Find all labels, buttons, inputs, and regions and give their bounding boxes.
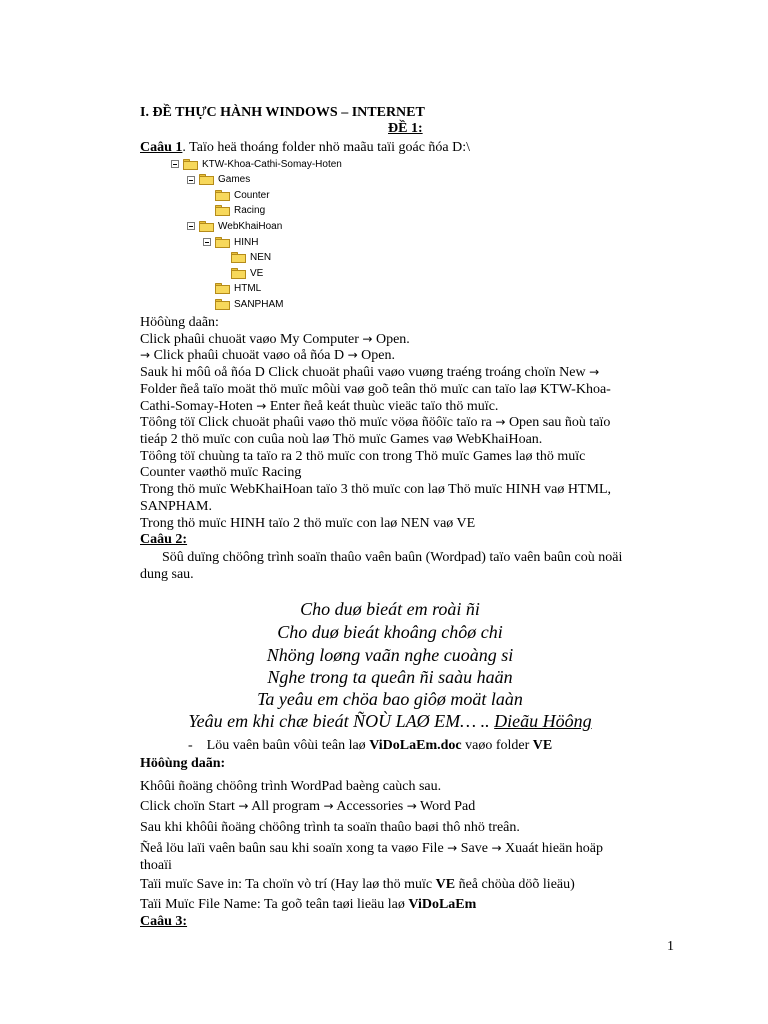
folder-icon xyxy=(199,174,214,185)
guide-text: Save xyxy=(460,841,488,856)
tree-item[interactable] xyxy=(203,235,258,249)
bullet-text: vaøo folder xyxy=(461,738,533,753)
guide-2-label: Höôùng daãn: xyxy=(140,756,226,771)
guide-text: Accessories xyxy=(336,799,404,814)
section-heading: I. ĐỀ THỰC HÀNH WINDOWS – INTERNET xyxy=(140,105,425,120)
exam-label: ĐỀ 1: xyxy=(388,121,423,136)
guide-text: Open sau ñoù taïo xyxy=(508,415,611,430)
poem-line: Ta yeâu em chöa bao giôø moät laàn xyxy=(257,689,523,709)
folder-icon xyxy=(215,237,230,248)
collapse-toggle-icon[interactable] xyxy=(203,238,211,246)
folder-icon xyxy=(215,205,230,216)
guide-1-line: SANPHAM. xyxy=(140,499,212,514)
poem-line: Nghe trong ta queân ñi saàu haän xyxy=(267,667,513,687)
guide-text: Enter ñeå keát thuùc vieäc taïo thö muïc. xyxy=(269,399,499,414)
poem-line: Nhöng loøng vaãn nghe cuoàng si xyxy=(266,645,514,665)
question-3-label: Caâu 3: xyxy=(140,914,188,929)
guide-1-line: Counter vaøthö muïc Racing xyxy=(140,465,302,480)
folder-icon xyxy=(215,190,230,201)
poem-line: Cho duø bieát khoâng chôø chi xyxy=(277,622,503,642)
guide-2-line xyxy=(140,840,603,857)
question-1-label: Caâu 1 xyxy=(140,140,183,155)
tree-item[interactable] xyxy=(187,219,282,233)
folder-icon xyxy=(199,221,214,232)
guide-text: Ñeå löu laïi vaên baûn sau khi soaïn xong ta vaøo File xyxy=(140,841,444,856)
question-1-text: . Taïo heä thoáng folder nhö maãu taïi goác ñóa D:\ xyxy=(182,140,471,155)
bullet-dash: - xyxy=(188,738,193,753)
guide-1-line xyxy=(140,398,498,415)
guide-2-line xyxy=(140,876,575,893)
guide-2-line xyxy=(140,798,475,815)
guide-text: Click choïn Start xyxy=(140,799,235,814)
poem-text: Yeâu em khi chæ bieát ÑOÙ LAØ EM… .. xyxy=(188,711,495,731)
guide-text: Cathi-Somay-Hoten xyxy=(140,399,253,414)
guide-text: Xuaát hieän hoäp xyxy=(505,841,603,856)
guide-1-line xyxy=(140,364,599,381)
arrow-right-icon: → xyxy=(491,841,502,855)
tree-item-label: KTW-Khoa-Cathi-Somay-Hoten xyxy=(202,158,342,170)
guide-2-line: thoaïi xyxy=(140,858,172,873)
guide-text: All program xyxy=(251,799,321,814)
guide-text: Open. xyxy=(375,332,410,347)
page-number: 1 xyxy=(667,939,674,954)
arrow-right-icon: → xyxy=(362,332,373,346)
tree-item[interactable] xyxy=(171,157,342,171)
guide-text: ñeå chöùa döõ lieäu) xyxy=(455,877,575,892)
poem-last-line xyxy=(140,711,640,732)
tree-item[interactable] xyxy=(215,297,283,311)
tree-item[interactable] xyxy=(231,266,263,280)
arrow-right-icon: → xyxy=(589,365,600,379)
arrow-right-icon: → xyxy=(447,841,458,855)
folder-icon xyxy=(215,283,230,294)
tree-item-label: SANPHAM xyxy=(234,298,284,310)
arrow-right-icon: → xyxy=(140,348,151,362)
file-name: ViDoLaEm.doc xyxy=(369,738,462,753)
tree-item-label: VE xyxy=(250,267,264,279)
tree-item[interactable] xyxy=(187,173,250,187)
guide-text: Click phaûi chuoät vaøo My Computer xyxy=(140,332,359,347)
question-2-text: Söû duïng chöông trình soaïn thaûo vaên baûn (Wordpad) taïo vaên baûn coù noäi xyxy=(162,550,623,565)
folder-tree xyxy=(168,155,381,312)
folder-name: VE xyxy=(435,877,456,892)
arrow-right-icon: → xyxy=(495,415,506,429)
tree-item[interactable] xyxy=(231,251,271,265)
guide-text: Word Pad xyxy=(420,799,476,814)
collapse-toggle-icon[interactable] xyxy=(187,222,195,230)
tree-item-label: HINH xyxy=(234,236,259,248)
guide-1-line: tieáp 2 thö muïc con cuûa noù laø Thö muïc Games vaø WebKhaiHoan. xyxy=(140,432,543,447)
folder-name: VE xyxy=(532,738,553,753)
tree-item[interactable] xyxy=(215,282,261,296)
guide-1-line xyxy=(140,331,410,348)
folder-icon xyxy=(231,268,246,279)
file-name: ViDoLaEm xyxy=(408,897,477,912)
question-1 xyxy=(140,139,470,156)
tree-item-label: HTML xyxy=(234,283,262,295)
guide-text: Taïi muïc Save in: Ta choïn vò trí (Hay laø thö muïc xyxy=(140,877,436,892)
arrow-right-icon: → xyxy=(323,799,334,813)
tree-item[interactable] xyxy=(215,204,265,218)
guide-1-label: Höôùng daãn: xyxy=(140,315,219,330)
guide-1-line: Töông töï chuùng ta taïo ra 2 thö muïc con trong Thö muïc Games laø thö muïc xyxy=(140,449,586,464)
question-2-label: Caâu 2: xyxy=(140,532,188,547)
poem-line: Cho duø bieát em roài ñi xyxy=(300,599,480,619)
guide-text: Click phaûi chuoät vaøo oå ñóa D xyxy=(153,348,345,363)
guide-text: Taïi Muïc File Name: Ta goõ teân taøi lieäu laø xyxy=(140,897,409,912)
guide-1-line xyxy=(140,347,395,364)
arrow-right-icon: → xyxy=(347,348,358,362)
guide-1-line: Folder ñeå taïo moät thö muïc môùi vaø goõ teân thö muïc can taïo laø KTW-Khoa- xyxy=(140,382,611,397)
tree-item-label: WebKhaiHoan xyxy=(218,220,283,232)
arrow-right-icon: → xyxy=(238,799,249,813)
tree-item-label: Counter xyxy=(234,189,270,201)
tree-item-label: Games xyxy=(218,174,251,186)
collapse-toggle-icon[interactable] xyxy=(187,176,195,184)
guide-2-line: Sau khi khôûi ñoäng chöông trình ta soaïn thaûo baøi thô nhö treân. xyxy=(140,820,520,835)
folder-icon xyxy=(183,159,198,170)
guide-text: Töông töï Click chuoät phaûi vaøo thö muïc vöøa ñöôïc taïo ra xyxy=(140,415,492,430)
collapse-toggle-icon[interactable] xyxy=(171,160,179,168)
tree-item-label: Racing xyxy=(234,205,266,217)
guide-1-line xyxy=(140,414,610,431)
guide-text: Open. xyxy=(361,348,395,363)
guide-text: Sauk hi môû oå ñóa D Click chuoät phaûi vaøo vuøng traéng troáng choïn New xyxy=(140,365,586,380)
folder-icon xyxy=(215,299,230,310)
guide-2-line: Khôûi ñoäng chöông trình WordPad baèng caùch sau. xyxy=(140,779,442,794)
tree-item[interactable] xyxy=(215,188,270,202)
guide-2-line xyxy=(140,896,476,913)
poem-author: Dieãu Höông xyxy=(494,711,592,731)
arrow-right-icon: → xyxy=(256,399,267,413)
question-2-text: dung sau. xyxy=(140,567,194,582)
tree-item-label: NEN xyxy=(250,252,272,264)
guide-1-line: Trong thö muïc WebKhaiHoan taïo 3 thö muïc con laø Thö muïc HINH vaø HTML, xyxy=(140,482,612,497)
guide-1-line: Trong thö muïc HINH taïo 2 thö muïc con laø NEN vaø VE xyxy=(140,516,476,531)
bullet-text: Löu vaên baûn vôùi teân laø xyxy=(206,738,370,753)
arrow-right-icon: → xyxy=(406,799,417,813)
folder-icon xyxy=(231,252,246,263)
bullet-item xyxy=(188,737,552,754)
